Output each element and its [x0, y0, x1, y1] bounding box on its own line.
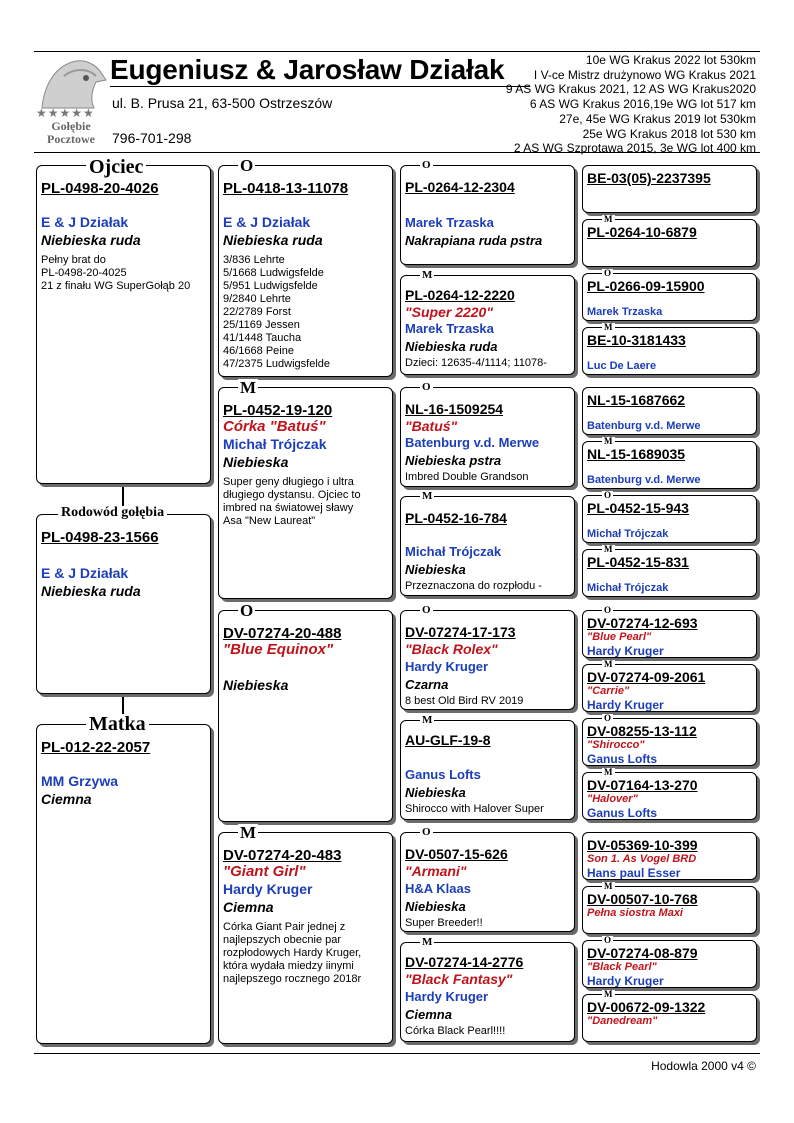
color: Niebieska	[405, 899, 466, 914]
breeder: Marek Trzaska	[587, 306, 663, 318]
dam-marker: M	[422, 936, 433, 948]
note-line: długiego dystansu. Ojciec to	[223, 489, 361, 501]
pigeon-name: "Blue Equinox"	[223, 641, 334, 658]
dam-marker: M	[422, 490, 433, 502]
dam-marker: M	[604, 881, 613, 891]
mother-ring-number: PL-012-22-2057	[41, 739, 151, 756]
dam-marker: M	[604, 989, 613, 999]
results-list	[223, 254, 330, 371]
breeder: Hardy Kruger	[223, 881, 313, 897]
ring-number: DV-07274-08-879	[587, 945, 698, 961]
father-ring-number: PL-0498-20-4026	[41, 180, 159, 197]
ring-number: BE-10-3181433	[587, 332, 686, 348]
pigeon-name: "Shirocco"	[587, 739, 645, 751]
note-line: Asa "New Laureat"	[223, 515, 316, 527]
note: Imbred Double Grandson	[405, 471, 529, 483]
breeder: H&A Klaas	[405, 881, 471, 896]
pigeon-name: "Black Rolex"	[405, 641, 498, 657]
color: Niebieska	[223, 454, 289, 470]
logo	[34, 56, 108, 146]
ring-number: DV-07274-09-2061	[587, 669, 706, 685]
dam-marker: M	[240, 378, 257, 397]
pigeon-name: "Armani"	[405, 863, 467, 879]
footer-credit: Hodowla 2000 v4 ©	[651, 1059, 756, 1073]
color: Ciemna	[405, 1007, 452, 1022]
achievements-list	[506, 53, 756, 156]
father-notes	[41, 254, 190, 293]
gen3-card[interactable]	[400, 275, 575, 375]
ring-number: DV-07274-20-488	[223, 625, 342, 642]
ring-number: PL-0452-15-943	[587, 500, 689, 516]
ring-number: NL-16-1509254	[405, 401, 504, 417]
subject-breeder: E & J Działak	[41, 565, 129, 581]
color: Niebieska ruda	[223, 232, 323, 248]
gen3-card[interactable]	[400, 496, 575, 596]
father-color: Niebieska ruda	[41, 232, 141, 248]
ring-number: DV-07274-20-483	[223, 847, 342, 864]
subject-card[interactable]	[36, 514, 211, 694]
gen4-card[interactable]	[582, 387, 757, 435]
ring-number: PL-0264-12-2220	[405, 287, 515, 303]
gen4-card[interactable]	[582, 549, 757, 597]
mother-card[interactable]	[36, 724, 211, 1044]
breeder: Michał Trójczak	[587, 528, 669, 540]
breeder: Hardy Kruger	[405, 989, 489, 1004]
dam-marker: M	[604, 659, 613, 669]
subject-ring-number: PL-0498-23-1566	[41, 529, 159, 546]
breeder: Hardy Kruger	[587, 974, 664, 988]
color: Niebieska	[405, 785, 466, 800]
ring-number: DV-07274-14-2776	[405, 954, 524, 970]
achievement-line: 27e, 45e WG Krakus 2019 lot 530km	[559, 111, 756, 126]
breeder: Hardy Kruger	[587, 698, 664, 712]
gen4-card[interactable]	[582, 994, 757, 1042]
breeder-address: ul. B. Prusa 21, 63-500 Ostrzeszów	[112, 95, 333, 111]
achievement-line: 25e WG Krakus 2018 lot 530 km	[582, 126, 756, 141]
gen4-card[interactable]	[582, 273, 757, 321]
ring-number: PL-0264-12-2304	[405, 179, 515, 195]
color: Ciemna	[223, 899, 274, 915]
result-line: 41/1448 Taucha	[223, 332, 302, 344]
ring-number: AU-GLF-19-8	[405, 732, 491, 748]
pigeon-head-icon	[34, 56, 108, 110]
note: Shirocco with Halover Super	[405, 803, 544, 815]
dam-marker: M	[604, 214, 613, 224]
page-title: Eugeniusz & Jarosław Działak	[110, 54, 505, 85]
gen4-card[interactable]	[582, 165, 757, 213]
color: Czarna	[405, 677, 449, 692]
sire-marker: O	[240, 156, 254, 175]
achievement-line: 2 AS WG Szprotawa 2015, 3e WG lot 400 km	[513, 141, 756, 156]
note-line: rozpłodowych Hardy Kruger,	[223, 947, 362, 959]
achievement-line: I V-ce Mistrz drużynowo WG Krakus 2021	[533, 67, 756, 82]
dam-marker: M	[604, 322, 613, 332]
gen3-card[interactable]	[400, 832, 575, 932]
gen4-card[interactable]	[582, 219, 757, 267]
note-line: najlepszych obecnie par	[223, 934, 342, 946]
result-line: 47/2375 Ludwigsfelde	[223, 358, 331, 370]
gen4-card[interactable]	[582, 718, 757, 766]
pigeon-name: "Carrie"	[587, 685, 630, 697]
color: Niebieska	[223, 677, 289, 693]
breeder: Ganus Lofts	[405, 767, 481, 782]
ring-number: BE-03(05)-2237395	[587, 170, 711, 186]
breeder: Batenburg v.d. Merwe	[587, 474, 701, 486]
dam-marker: M	[422, 714, 433, 726]
gen3-card[interactable]	[400, 720, 575, 820]
result-line: 9/2840 Lehrte	[223, 293, 291, 305]
result-line: 22/2789 Forst	[223, 306, 291, 318]
sire-marker: O	[422, 826, 431, 838]
sire-marker: O	[604, 713, 612, 723]
pigeon-name: "Black Fantasy"	[405, 971, 513, 987]
breeder-phone: 796-701-298	[112, 130, 192, 146]
pigeon-name: Son 1. As Vogel BRD	[587, 853, 697, 865]
note: Córka Black Pearl!!!!	[405, 1025, 506, 1037]
dam-marker: M	[240, 823, 257, 842]
ring-number: NL-15-1687662	[587, 392, 686, 408]
connector	[122, 484, 124, 506]
granddam-maternal-card[interactable]	[218, 832, 393, 1044]
pigeon-name: "Black Pearl"	[587, 961, 657, 973]
color: Nakrapiana ruda pstra	[405, 233, 543, 248]
note-line: 21 z finału WG SuperGołąb 20	[41, 280, 191, 292]
breeder: Ganus Lofts	[587, 752, 658, 766]
breeder: Marek Trzaska	[405, 215, 494, 230]
result-line: 5/1668 Ludwigsfelde	[223, 267, 324, 279]
ring-number: DV-0507-15-626	[405, 846, 508, 862]
dam-marker: M	[604, 544, 613, 554]
gen4-card[interactable]	[582, 664, 757, 712]
color: Niebieska	[405, 562, 466, 577]
pigeon-name: "Batuś"	[405, 418, 458, 434]
father-label: Ojciec	[86, 157, 146, 177]
pigeon-name: "Danedream"	[587, 1015, 658, 1027]
sire-marker: O	[422, 604, 431, 616]
note-line: imbred na światowej sławy	[223, 502, 354, 514]
pigeon-name: "Blue Pearl"	[587, 631, 652, 643]
breeder: Michał Trójczak	[405, 544, 502, 559]
dam-marker: M	[422, 269, 433, 281]
sire-marker: O	[604, 490, 612, 500]
result-line: 5/951 Ludwigsfelde	[223, 280, 318, 292]
gen3-card[interactable]	[400, 387, 575, 487]
gen4-card[interactable]	[582, 772, 757, 820]
grandsire-paternal-card[interactable]	[218, 165, 393, 377]
pigeon-name: Pełna siostra Maxi	[587, 907, 683, 919]
note: Dzieci: 12635-4/1114; 11078-	[405, 357, 547, 369]
pigeon-name: Córka "Batuś"	[223, 418, 326, 435]
ring-number: DV-07274-17-173	[405, 624, 516, 640]
breeder: Hans paul Esser	[587, 866, 681, 880]
grandsire-maternal-card[interactable]	[218, 610, 393, 822]
mother-breeder: MM Grzywa	[41, 773, 119, 789]
notes	[223, 476, 361, 528]
breeder: Hardy Kruger	[405, 659, 489, 674]
achievement-line: 9 AS WG Krakus 2021, 12 AS WG Krakus2020	[505, 82, 756, 97]
father-breeder: E & J Działak	[41, 214, 129, 230]
ring-number: PL-0266-09-15900	[587, 278, 705, 294]
mother-color: Ciemna	[41, 791, 92, 807]
sire-marker: O	[604, 605, 612, 615]
color: Niebieska pstra	[405, 453, 502, 468]
logo-text: Gołębie Pocztowe	[47, 119, 95, 146]
note-line: najlepszego rocznego 2018r	[223, 973, 362, 985]
breeder: Hardy Kruger	[587, 644, 664, 658]
note: Super Breeder!!	[405, 917, 483, 929]
gen4-card[interactable]	[582, 495, 757, 543]
ring-number: DV-00507-10-768	[587, 891, 698, 907]
achievement-line: 6 AS WG Krakus 2016,19e WG lot 517 km	[529, 97, 756, 112]
pigeon-name: "Halover"	[587, 793, 638, 805]
ring-number: DV-08255-13-112	[587, 723, 697, 739]
ring-number: DV-07274-12-693	[587, 615, 698, 631]
father-card[interactable]	[36, 165, 211, 484]
gen4-card[interactable]	[582, 940, 757, 988]
gen3-card[interactable]	[400, 165, 575, 265]
sire-marker: O	[422, 381, 431, 393]
mother-label: Matka	[86, 714, 149, 734]
note-line: która wydała miedzy iinymi	[223, 960, 354, 972]
pigeon-name: "Giant Girl"	[223, 863, 306, 880]
ring-number: DV-05369-10-399	[587, 837, 698, 853]
result-line: 25/1169 Jessen	[223, 319, 300, 331]
granddam-paternal-card[interactable]	[218, 387, 393, 599]
dam-marker: M	[604, 436, 613, 446]
gen3-card[interactable]	[400, 942, 575, 1042]
gen4-card[interactable]	[582, 886, 757, 934]
ring-number: PL-0418-13-11078	[223, 180, 349, 197]
pigeon-name: "Super 2220"	[405, 304, 493, 320]
gen4-card[interactable]	[582, 441, 757, 489]
breeder: Michał Trójczak	[587, 582, 669, 594]
ring-number: PL-0452-16-784	[405, 510, 507, 526]
logo-stars: ★★★★★	[36, 106, 95, 120]
ring-number: DV-07164-13-270	[587, 777, 698, 793]
sire-marker: O	[422, 159, 431, 171]
title-underline	[110, 86, 530, 87]
gen4-card[interactable]	[582, 832, 757, 880]
ring-number: PL-0452-19-120	[223, 402, 333, 419]
note: 8 best Old Bird RV 2019	[405, 695, 524, 707]
notes	[223, 921, 361, 986]
note-line: Super geny długiego i ultra	[223, 476, 354, 488]
ring-number: DV-00672-09-1322	[587, 999, 706, 1015]
subject-color: Niebieska ruda	[41, 583, 141, 599]
sire-marker: O	[240, 601, 254, 620]
breeder: Michał Trójczak	[223, 436, 327, 452]
note-line: Pełny brat do	[41, 254, 106, 266]
subject-label: Rodowód gołębia	[58, 506, 167, 520]
breeder: Ganus Lofts	[587, 806, 658, 820]
gen3-card[interactable]	[400, 610, 575, 710]
note: Przeznaczona do rozpłodu -	[405, 580, 542, 592]
note-line: PL-0498-20-4025	[41, 267, 127, 279]
color: Niebieska ruda	[405, 339, 498, 354]
breeder: E & J Działak	[223, 214, 311, 230]
breeder: Batenburg v.d. Merwe	[405, 435, 540, 450]
breeder: Marek Trzaska	[405, 321, 494, 336]
dam-marker: M	[604, 767, 613, 777]
result-line: 46/1668 Peine	[223, 345, 294, 357]
sire-marker: O	[604, 935, 612, 945]
gen4-card[interactable]	[582, 327, 757, 375]
result-line: 3/836 Lehrte	[223, 254, 285, 266]
achievement-line: 10e WG Krakus 2022 lot 530km	[585, 53, 756, 67]
ring-number: PL-0264-10-6879	[587, 224, 697, 240]
breeder: Batenburg v.d. Merwe	[587, 420, 701, 432]
ring-number: PL-0452-15-831	[587, 554, 689, 570]
sire-marker: O	[604, 268, 612, 278]
gen4-card[interactable]	[582, 610, 757, 658]
note-line: Córka Giant Pair jednej z	[223, 921, 346, 933]
ring-number: NL-15-1689035	[587, 446, 686, 462]
breeder: Luc De Laere	[587, 360, 657, 372]
